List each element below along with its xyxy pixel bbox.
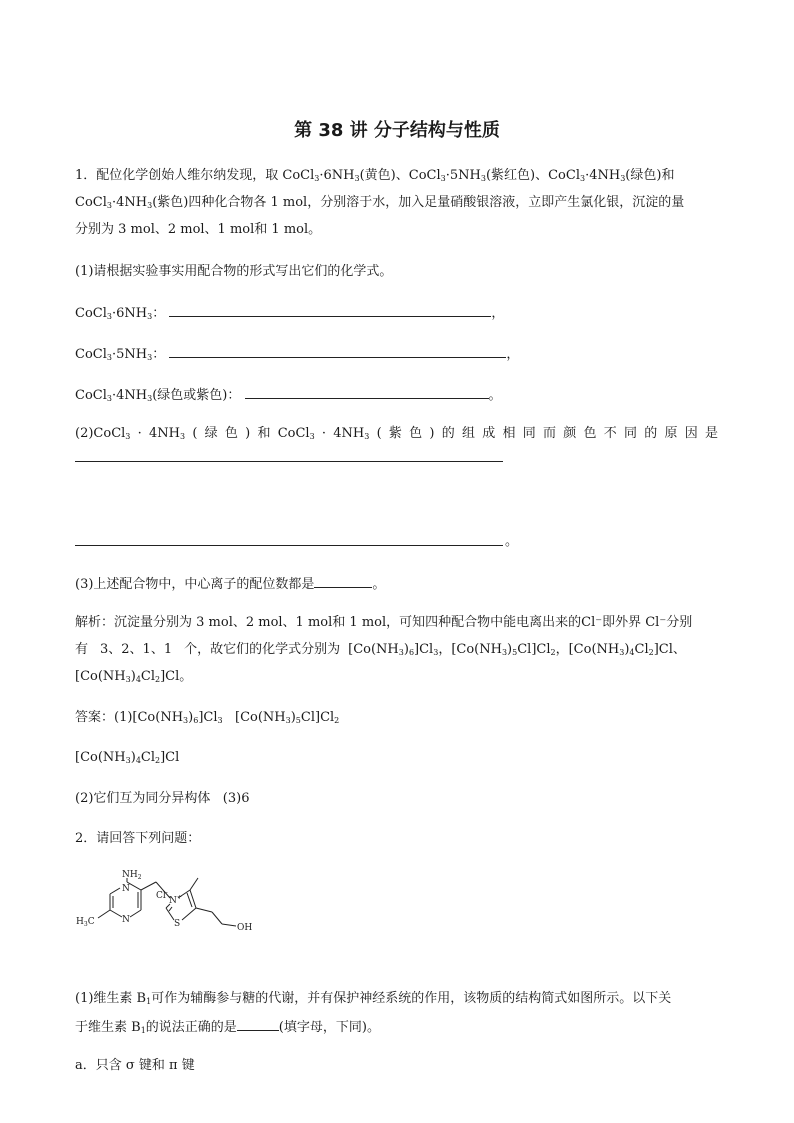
oh-label: OH: [237, 923, 253, 933]
q2-prompt: 2．请回答下列问题：: [75, 831, 201, 846]
vitamin-b1-structure: [72, 868, 262, 942]
sub2-end-mark: 。: [505, 534, 519, 549]
q2-sub1-line-b: 于维生素 $B_1$的说法正确的是 (填字母，下同)。: [75, 1016, 380, 1038]
q1-line-1: 1．配位化学创始人维尔纳发现，取 $CoCl_3\cdot 6NH_3$(黄色)、$CoCl_3\cdot 5NH_3$(紫红色)、$CoCl_3\cdot 4NH_3$(绿色)和: [75, 168, 675, 183]
answer-line-2: $[Co(NH_3)_4Cl_2]Cl$: [75, 750, 180, 765]
ring-n1-label: N: [122, 884, 130, 894]
formula-row-4nh3: $CoCl_3\cdot 4NH_3$(绿色或紫色)： 。: [75, 384, 502, 406]
chloride-label: Cl-: [156, 889, 168, 901]
answer-blank-coordination[interactable]: [314, 573, 372, 588]
answer-blank-4nh3[interactable]: [245, 384, 489, 399]
q1-line-3: 分别为 3 mol、2 mol、1 mol和 1 mol。: [75, 222, 322, 237]
answer-line-1: 答案：$(1)[Co(NH_3)_6]Cl_3$ $[Co(NH_3)_5Cl]Cl_2$: [75, 710, 340, 725]
formula-row-6nh3: $CoCl_3\cdot 6NH_3$： ，: [75, 302, 504, 324]
answer-blank-b1[interactable]: [237, 1016, 279, 1031]
answer-blank-5nh3[interactable]: [169, 343, 506, 358]
q1-line-2: $CoCl_3\cdot 4NH_3$(紫色)四种化合物各 1 mol，分别溶于水，加入足量硝酸银溶液，立即产生氯化银，沉淀的量: [75, 195, 685, 210]
q2-sub1-line-a: (1)维生素 $B_1$可作为辅酶参与糖的代谢，并有保护神经系统的作用，该物质的结构简式如图所示。以下关: [75, 991, 672, 1006]
analysis-line-3: $[Co(NH_3)_4Cl_2]Cl$。: [75, 669, 193, 684]
n-plus-label: N+: [169, 894, 182, 906]
analysis-line-1: 解析：沉淀量分别为 3 mol、2 mol、1 mol和 1 mol，可知四种配合物中能电离出来的Cl⁻即外界 Cl⁻分别: [75, 615, 693, 630]
sulfur-label: S: [174, 919, 181, 929]
page-title: 第 38 讲 分子结构与性质: [294, 120, 500, 141]
q1-sub1-prompt: (1)请根据实验事实用配合物的形式写出它们的化学式。: [75, 264, 393, 279]
q1-sub2-prompt: (2)CoCl$_3$ · $4NH_3$ ( 绿 色 ) 和 CoCl$_3$ · $4NH_3$ ( 紫 色 ) 的 组 成 相 同 而 颜 色 不 同 的 原 因 是: [75, 426, 718, 441]
formula-row-5nh3: $CoCl_3\cdot 5NH_3$： ，: [75, 343, 519, 365]
q2-option-a: a．只含 σ 键和 π 键: [75, 1058, 195, 1073]
h3c-label: $H_3C$: [76, 917, 95, 928]
ring-n2-label: N: [122, 915, 130, 925]
answer-blank-6nh3[interactable]: [169, 302, 491, 317]
analysis-line-2: 有 3、2、1、1 个，故它们的化学式分别为 $[Co(NH_3)_6]Cl_3$，$[Co(NH_3)_5Cl]Cl_2$，$[Co(NH_3)_4Cl_2]Cl$、: [75, 642, 686, 657]
answer-line-3: (2)它们互为同分异构体 (3)6: [75, 791, 250, 806]
nh2-label: $NH_2$: [122, 870, 142, 881]
q1-sub3: (3)上述配合物中，中心离子的配位数都是 。: [75, 573, 385, 595]
answer-line-sub2-b[interactable]: [75, 545, 503, 546]
answer-line-sub2-a[interactable]: [75, 461, 503, 462]
